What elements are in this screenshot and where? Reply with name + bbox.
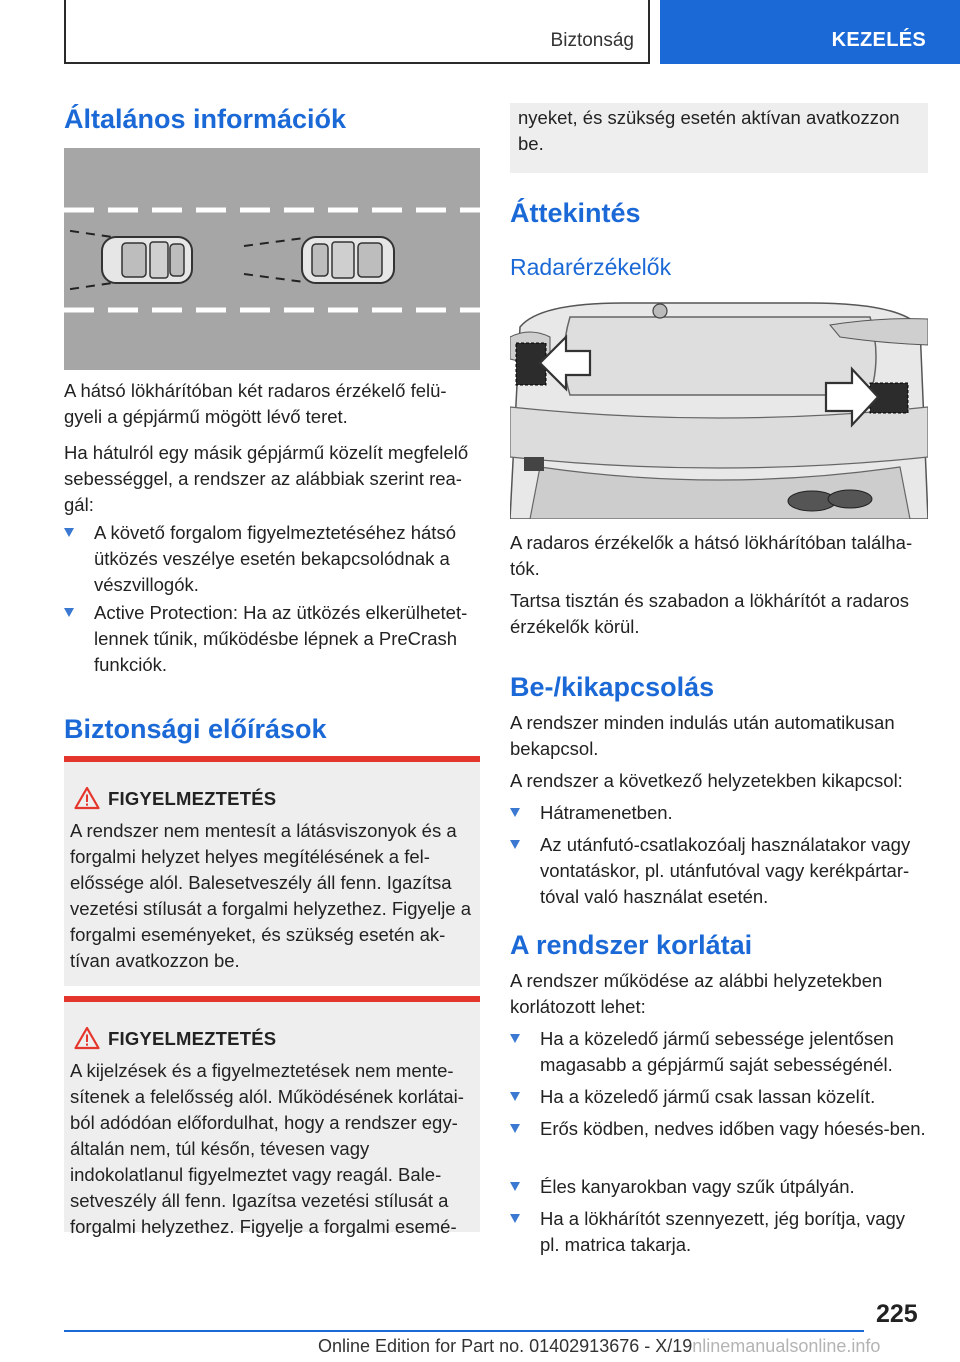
bullet-triangle-icon <box>510 1214 520 1223</box>
paragraph-radar-clean: Tartsa tisztán és szabadon a lökhárítót a radaros érzékelők körül. <box>510 590 909 637</box>
bullet-triangle-icon <box>510 1092 520 1101</box>
warning-triangle-icon <box>74 1026 100 1050</box>
bullet-triangle-icon <box>510 1034 520 1043</box>
warning-box-1 <box>64 756 480 986</box>
figure-rear-bumper <box>510 297 928 519</box>
section-title-onoff: Be-/kikapcsolás <box>510 672 715 702</box>
bullet-triangle-icon <box>64 608 74 617</box>
section-title-limits: A rendszer korlátai <box>510 930 753 960</box>
subsection-title-radar: Radarérzékelők <box>510 254 672 280</box>
warning-triangle-icon <box>74 786 100 810</box>
paragraph-approach: Ha hátulról egy másik gépjármű közelít megfelelő sebességgel, a rendszer az alábbiak szerint rea-gál: <box>64 442 469 515</box>
list-item <box>510 1174 928 1200</box>
header-section-title: Biztonság <box>550 30 634 51</box>
bullet-triangle-icon <box>510 1124 520 1133</box>
rear-bumper-illustration <box>510 297 928 519</box>
paragraph-radar-location: A radaros érzékelők a hátsó lökhárítóban találha-tók. <box>510 532 913 579</box>
bullet-triangle-icon <box>510 808 520 817</box>
header-chapter-tab <box>660 0 960 64</box>
warning-label: FIGYELMEZTETÉS <box>108 1028 277 1049</box>
warning-box-2 <box>64 996 480 1237</box>
list-item-text: Ha a lökhárítót szennyezett, jég borítja, vagy pl. matrica takarja. <box>540 1208 906 1255</box>
list-item <box>64 600 480 678</box>
section-title-safety: Biztonsági előírások <box>64 714 327 744</box>
warning-continuation-box <box>510 103 928 173</box>
figure-road-cars <box>64 148 480 370</box>
bullet-triangle-icon <box>510 1182 520 1191</box>
section-title-overview: Áttekintés <box>510 198 641 228</box>
page-number: 225 <box>876 1300 918 1328</box>
road-illustration <box>64 148 480 370</box>
list-item-text: Ha a közeledő jármű csak lassan közelít. <box>540 1086 876 1107</box>
footer-divider <box>64 1330 864 1332</box>
list-item-text: Active Protection: Ha az ütközés elkerülhetet-lennek tűnik, működésbe lépnek a PreCrash funkciók. <box>94 602 468 675</box>
list-item <box>510 1026 928 1078</box>
footer-watermark: nlinemanualsonline.info <box>692 1336 881 1356</box>
car-following <box>102 237 192 283</box>
header-chapter-title: KEZELÉS <box>831 29 926 51</box>
list-item-text: Hátramenetben. <box>540 802 673 823</box>
list-item <box>510 800 928 826</box>
warning-label: FIGYELMEZTETÉS <box>108 788 277 809</box>
footer-edition-text: Online Edition for Part no. 01402913676 - X/19 <box>318 1336 693 1356</box>
paragraph-radar-monitors: A hátsó lökhárítóban két radaros érzékelő felü-gyeli a gépjármű mögött lévő teret. <box>64 380 447 427</box>
list-item <box>510 1116 928 1142</box>
list-item-text: Erős ködben, nedves időben vagy hóesés-ben. <box>540 1118 926 1139</box>
section-title-general: Általános információk <box>64 104 347 134</box>
bullet-triangle-icon <box>64 528 74 537</box>
list-item-text: Az utánfutó-csatlakozóalj használatakor vagy vontatáskor, pl. utánfutóval vagy kerékpártar-tóval való használat esetén. <box>540 834 911 907</box>
warning-continuation-text: nyeket, és szükség esetén aktívan avatkozzon be. <box>518 107 900 154</box>
list-item <box>64 520 480 598</box>
warning-text: A kijelzések és a figyelmeztetések nem mente-sítenek a felelősség alól. Működésének korlátai-ból adódóan előfordulhat, hogy a rendszer egy-általán nem, túl későn, tévesen vagy indokolatlanul figyelmeztet vagy reagál. Bale-setveszély áll fenn. Igazítsa vezetési stílusát a forgalmi helyzethez. Figyelje a forgalmi esemé- <box>70 1060 464 1237</box>
paragraph-auto-on: A rendszer minden indulás után automatikusan bekapcsol. <box>510 712 895 759</box>
list-item <box>510 1084 928 1110</box>
footer-edition <box>318 1336 880 1357</box>
list-item-text: Ha a közeledő jármű sebessége jelentősen magasabb a gépjármű saját sebességénél. <box>540 1028 894 1075</box>
list-item <box>510 1206 928 1258</box>
list-item-text: A követő forgalom figyelmeztetéséhez hátsó ütközés veszélye esetén bekapcsolódnak a vészvillogók. <box>94 522 456 595</box>
paragraph-limits: A rendszer működése az alábbi helyzetekben korlátozott lehet: <box>510 970 883 1017</box>
list-item-text: Éles kanyarokban vagy szűk útpályán. <box>540 1176 855 1197</box>
car-ego <box>302 237 394 283</box>
bullet-triangle-icon <box>510 840 520 849</box>
header-section-box <box>64 0 650 64</box>
warning-text: A rendszer nem mentesít a látásviszonyok és a forgalmi helyzet helyes megítélésének a fel-előssége alól. Balesetveszély áll fenn. Igazítsa vezetési stílusát a forgalmi helyzethez. Figyelje a forgalmi eseményeket, és szükség esetén ak-tívan avatkozzon be. <box>70 820 472 971</box>
list-item <box>510 832 928 910</box>
paragraph-auto-off: A rendszer a következő helyzetekben kikapcsol: <box>510 770 903 791</box>
